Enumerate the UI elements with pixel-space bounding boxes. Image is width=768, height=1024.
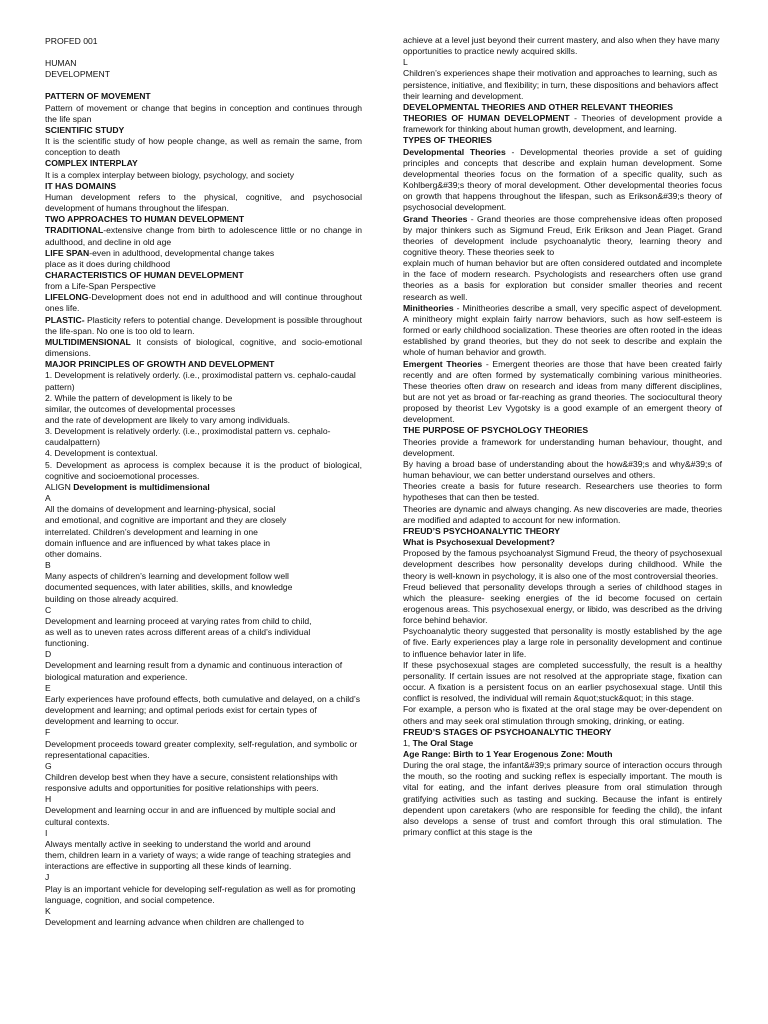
paragraph: HUMAN	[45, 58, 77, 69]
left-column	[45, 36, 362, 928]
paragraph: TRADITIONAL-extensive change from birth to adolescence little or no change in adulthood, and decline in old age	[45, 225, 362, 247]
paragraph: Development proceeds toward greater complexity, self-regulation, and symbolic or representational capacities.	[45, 738, 358, 760]
paragraph: Proposed by the famous psychoanalyst Sigmund Freud, the theory of psychosexual development describes how personality develops during childhood. While the theory is well-known in psychology, it is also one of the most controversial theories.	[403, 548, 722, 581]
paragraph: Developmental Theories - Developmental theories provide a set of guiding principles and concepts that describe and explain human development. Some developmental theories focus on the formation of a specific quality, such as Kohlberg&#39;s theory of moral development. Other developmental theories focus on growth that happens throughout the lifespan, such as Erikson&#39;s theory of psychosocial development.	[403, 146, 723, 213]
paragraph: explain much of human behavior but are often considered outdated and incomplete in the face of modern research. Psychologists and researchers often use grand theories as a basis for exploration but consider smaller theories and recent research as well.	[403, 258, 722, 302]
paragraph: Development and learning advance when children are challenged to	[45, 917, 304, 928]
paragraph: By having a broad base of understanding about the how&#39;s and why&#39;s of human behaviour, we can better understand ourselves and others.	[403, 458, 722, 481]
paragraph: achieve at a level just beyond their current mastery, and also when they have many opportunities to practice newly acquired skills.	[403, 35, 720, 57]
paragraph: Play is an important vehicle for developing self-regulation as well as for promoting language, cognition, and social competence.	[45, 883, 356, 905]
paragraph: building on those already acquired.	[45, 593, 179, 604]
paragraph: DEVELOPMENT	[45, 69, 110, 80]
paragraph: interrelated. Children’s development and learning in one	[45, 526, 258, 537]
paragraph: 2. While the pattern of development is likely to be	[45, 392, 233, 403]
paragraph: Pattern of movement or change that begins in conception and continues through the life span	[45, 102, 362, 124]
paragraph: PLASTIC- Plasticity refers to potential change. Development is possible throughout the life-span. No one is too old to learn.	[45, 314, 362, 336]
paragraph: L	[403, 57, 408, 68]
section-heading: What is Psychosexual Development?	[403, 537, 555, 548]
paragraph: 4. Development is contextual.	[45, 448, 158, 459]
paragraph: and the rate of development are likely to vary among individuals.	[45, 415, 291, 425]
paragraph: H	[45, 794, 52, 805]
paragraph: Development and learning result from a dynamic and continuous interaction of biological maturation and experience.	[45, 660, 343, 682]
paragraph: Children’s experiences shape their motivation and approaches to learning, such as persistence, initiative, and flexibility; in turn, these dispositions and behaviors affect their learning and development.	[403, 68, 719, 101]
paragraph: Theories create a basis for future research. Researchers use theories to form hypotheses that can then be tested.	[403, 481, 722, 503]
section-heading: THE PURPOSE OF PSYCHOLOGY THEORIES	[403, 425, 589, 436]
paragraph: similar, the outcomes of developmental processes	[45, 403, 236, 414]
paragraph: It is a complex interplay between biology, psychology, and society	[45, 169, 295, 180]
paragraph: All the domains of development and learning-physical, social	[45, 504, 276, 515]
paragraph: E	[45, 682, 51, 693]
paragraph: J	[45, 872, 50, 883]
paragraph: 3. Development is relatively orderly. (i.e., proximodistal pattern vs. cephalo-caudalpattern)	[45, 426, 331, 448]
paragraph: LIFE SPAN-even in adulthood, developmental change takes	[45, 247, 275, 258]
paragraph: from a Life-Span Perspective	[45, 281, 156, 292]
paragraph: Development and learning proceed at varying rates from child to child,	[45, 615, 312, 626]
section-heading: TYPES OF THEORIES	[403, 135, 492, 146]
paragraph: Psychoanalytic theory suggested that personality is mostly established by the age of five. Early experiences play a large role in personality development and continue to influence behavior later in life.	[403, 626, 722, 659]
paragraph: I	[45, 827, 48, 838]
paragraph: 1, The Oral Stage	[403, 737, 474, 748]
section-heading: PATTERN OF MOVEMENT	[45, 91, 151, 102]
section-heading: FREUD’S STAGES OF PSYCHOANALYTIC THEORY	[403, 726, 612, 737]
right-column	[403, 35, 722, 838]
paragraph: F	[45, 727, 51, 738]
paragraph: functioning.	[45, 638, 89, 649]
paragraph: D	[45, 649, 52, 660]
paragraph: Many aspects of children’s learning and development follow well	[45, 571, 289, 582]
paragraph: K	[45, 905, 51, 916]
paragraph: Freud believed that personality develops through a series of childhood stages in which the pleasure- seeking energies of the id become focused on certain erogenous areas. This psychosexual energy, or libido, was described as the driving force behind behavior.	[403, 581, 722, 626]
paragraph: other domains.	[45, 548, 102, 559]
paragraph: Theories are dynamic and always changing. As new discoveries are made, theories are modified and adapted to account for new information.	[403, 503, 722, 525]
paragraph: MULTIDIMENSIONAL It consists of biological, cognitive, and socio-emotional dimensions.	[45, 336, 362, 359]
paragraph: Always mentally active in seeking to understand the world and around	[45, 838, 311, 849]
paragraph: ALIGN Development is multidimensional	[45, 481, 210, 492]
section-heading: Age Range: Birth to 1 Year Erogenous Zone: Mouth	[403, 749, 613, 759]
section-heading: COMPLEX INTERPLAY	[45, 158, 138, 169]
paragraph: domain influence and are influenced by what takes place in	[45, 537, 271, 548]
paragraph: During the oral stage, the infant&#39;s primary source of interaction occurs through the mouth, so the rooting and sucking reflex is especially important. The mouth is vital for eating, and the infant derives pleasure from oral stimulation through gratifying activities such as tasting and sucking. Because the infant is entirely dependent upon caretakers (who are responsible for feeding the child), the infant also develops a sense of trust and comfort through this oral stimulation. The primary conflict at this stage is the	[403, 760, 722, 838]
paragraph: C	[45, 604, 52, 615]
paragraph: Minitheories - Minitheories describe a small, very specific aspect of development. A minitheory might explain fairly narrow behaviors, such as how self-esteem is formed or early childhood socialization. These theories are often rooted in the ideas established by grand theories, but they do not seek to describe and explain the whole of human behavior and growth.	[403, 302, 722, 358]
paragraph: G	[45, 760, 52, 771]
section-heading: CHARACTERISTICS OF HUMAN DEVELOPMENT	[45, 269, 244, 280]
paragraph: A	[45, 493, 51, 504]
paragraph: as well as to uneven rates across different areas of a child’s individual	[45, 626, 311, 637]
paragraph: them, children learn in a variety of ways; a wide range of teaching strategies and interactions are effective in supporting all these kinds of learning.	[45, 850, 351, 872]
spacer	[45, 80, 362, 91]
section-heading: IT HAS DOMAINS	[45, 180, 117, 191]
paragraph: Human development refers to the physical, cognitive, and psychosocial development of humans throughout the lifespan.	[45, 191, 362, 214]
paragraph: and emotional, and cognitive are important and they are closely	[45, 515, 287, 526]
paragraph: Development and learning occur in and are influenced by multiple social and cultural contexts.	[45, 805, 336, 827]
section-heading: DEVELOPMENTAL THEORIES AND OTHER RELEVANT THEORIES	[403, 101, 673, 112]
paragraph: LIFELONG-Development does not end in adulthood and will continue throughout ones life.	[45, 292, 362, 314]
spacer	[45, 47, 362, 58]
paragraph: Grand Theories - Grand theories are those comprehensive ideas often proposed by major thinkers such as Sigmund Freud, Erik Erikson and Jean Piaget. Grand theories of development include psychoanalytic theory, learning theory and cognitive theory. These theories seek to	[403, 213, 722, 257]
section-heading: TWO APPROACHES TO HUMAN DEVELOPMENT	[45, 214, 245, 225]
paragraph: Children develop best when they have a secure, consistent relationships with responsive adults and opportunities for positive relationships with peers.	[45, 772, 338, 794]
paragraph: 5. Development as aprocess is complex because it is the product of biological, cognitive and socioemotional processes.	[45, 459, 362, 481]
paragraph: documented sequences, with later abilities, skills, and knowledge	[45, 582, 293, 593]
paragraph: For example, a person who is fixated at the oral stage may be over-dependent on others and may seek oral stimulation through smoking, drinking, or eating.	[403, 704, 722, 726]
paragraph: Early experiences have profound effects, both cumulative and delayed, on a child’s development and learning; and optimal periods exist for certain types of development and learning to occur.	[45, 693, 360, 727]
paragraph: If these psychosexual stages are completed successfully, the result is a healthy personality. If certain issues are not resolved at the appropriate stage, fixation can occur. A fixation is a persistent focus on an earlier psychosexual stage. Until this conflict is resolved, the individual will remain &quot;stuck&quot; in this stage.	[403, 659, 722, 704]
section-heading: SCIENTIFIC STUDY	[45, 124, 125, 135]
paragraph: THEORIES OF HUMAN DEVELOPMENT - Theories of development provide a framework for thinking about human growth, development, and learning.	[403, 113, 722, 135]
paragraph: B	[45, 560, 51, 571]
paragraph: PROFED 001	[45, 36, 98, 46]
section-heading: MAJOR PRINCIPLES OF GROWTH AND DEVELOPMENT	[45, 359, 275, 370]
paragraph: Emergent Theories - Emergent theories are those that have been created fairly recently and are often formed by systematically combining various minitheories. These theories often draw on research and ideas from many different disciplines, but are not yet as broad or far-reaching as grand theories. The sociocultural theory proposed by theorist Lev Vygotsky is a good example of an emergent theory of development.	[403, 358, 722, 425]
paragraph: place as it does during childhood	[45, 258, 171, 269]
paragraph: Theories provide a framework for understanding human behaviour, thought, and development.	[403, 436, 722, 458]
paragraph: 1. Development is relatively orderly. (i.e., proximodistal pattern vs. cephalo-caudal pattern)	[45, 370, 356, 392]
paragraph: It is the scientific study of how people change, as well as remain the same, from conception to death	[45, 136, 362, 158]
section-heading: FREUD’S PSYCHOANALYTIC THEORY	[403, 525, 560, 536]
